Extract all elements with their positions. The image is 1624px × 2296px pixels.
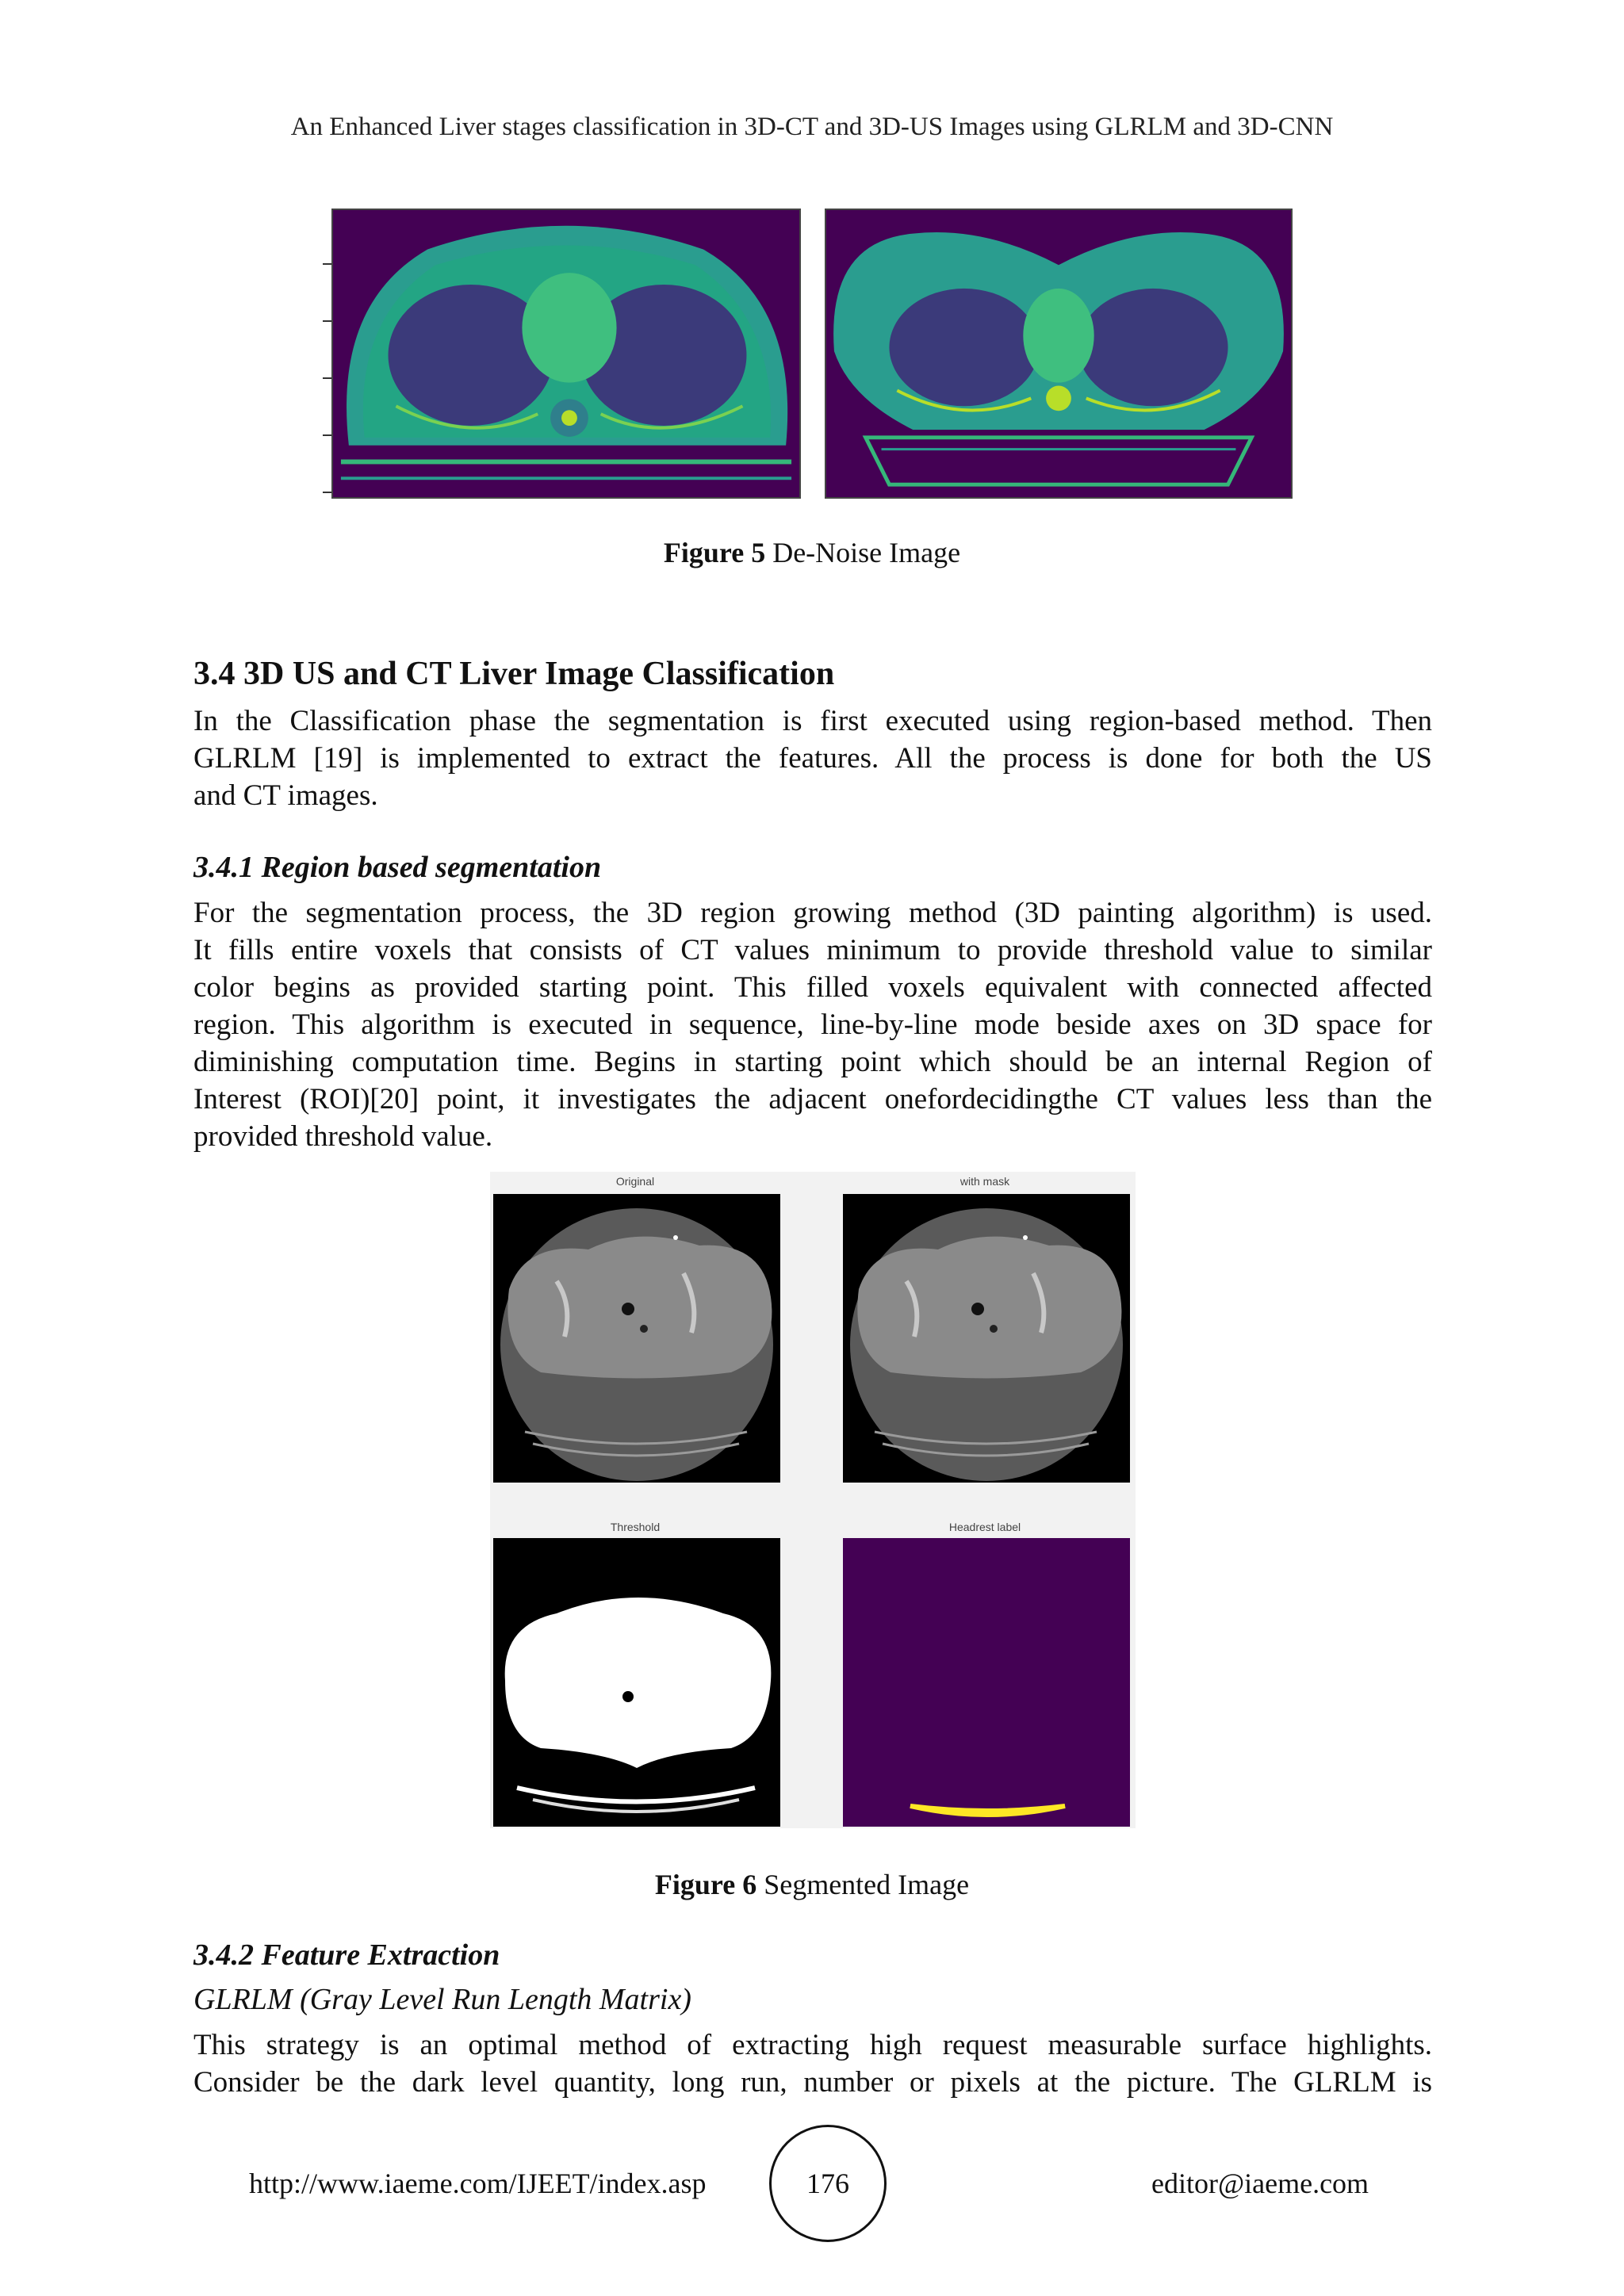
figure5-ct-slice-right (825, 209, 1293, 499)
panel-title-original: Original (615, 1175, 655, 1188)
footer-url-link[interactable]: http://www.iaeme.com/IJEET/index.asp (249, 2168, 707, 2199)
panel-headrest-label-image (843, 1538, 1130, 1827)
section-3-4-2-paragraph (193, 2026, 1432, 2101)
text-line: GLRLM [19] is implemented to extract the features. All the process is done for both the US (193, 742, 1432, 775)
text-line: Consider be the dark level quantity, long run, number or pixels at the picture. The GLRLM is (193, 2066, 1432, 2099)
page-number-text: 176 (806, 2168, 849, 2199)
panel-with-mask-image (843, 1194, 1130, 1483)
text-line: diminishing computation time. Begins in starting point which should be an internal Region of (193, 1046, 1432, 1078)
panel-threshold-image (493, 1538, 780, 1827)
panel-original-image (493, 1194, 780, 1483)
footer-email-link[interactable]: editor@iaeme.com (1151, 2168, 1369, 2199)
section-3-4-paragraph (193, 702, 1432, 814)
panel-title-headrest-label: Headrest label (948, 1521, 1021, 1533)
text-line: This strategy is an optimal method of extracting high request measurable surface highlights. (193, 2029, 1432, 2061)
figure6-image-grid (490, 1172, 1136, 1828)
glrlm-subheading: GLRLM (Gray Level Run Length Matrix) (193, 1983, 691, 2016)
running-title: An Enhanced Liver stages classification in 3D-CT and 3D-US Images using GLRLM and 3D-CNN (290, 113, 1334, 141)
figure5-caption-text: De-Noise Image (772, 537, 961, 568)
panel-title-threshold: Threshold (610, 1521, 661, 1533)
text-line: region. This algorithm is executed in sequence, line-by-line mode beside axes on 3D space for (193, 1008, 1432, 1041)
text-line: and CT images. (193, 779, 378, 812)
text-line: For the segmentation process, the 3D region growing method (3D painting algorithm) is used. (193, 897, 1432, 929)
panel-title-with-mask: with mask (959, 1175, 1010, 1188)
figure6-label: Figure 6 (654, 1869, 757, 1900)
text-line: Interest (ROI)[20] point, it investigates the adjacent onefordecidingthe CT values less than the (193, 1083, 1432, 1115)
page-number (769, 2125, 887, 2242)
section-3-4-1-paragraph (193, 894, 1432, 1155)
section-3-4-2-heading: 3.4.2 Feature Extraction (193, 1938, 500, 1972)
figure6-caption (0, 1868, 1624, 1901)
text-line: provided threshold value. (193, 1120, 493, 1153)
text-line: It fills entire voxels that consists of CT values minimum to provide threshold value to similar (193, 934, 1432, 966)
section-3-4-heading: 3.4 3D US and CT Liver Image Classification (193, 656, 835, 692)
text-line: color begins as provided starting point. This filled voxels equivalent with connected affected (193, 971, 1432, 1004)
figure5-ct-slice-left (331, 209, 801, 499)
figure6-caption-text: Segmented Image (764, 1869, 970, 1900)
text-line: In the Classification phase the segmentation is first executed using region-based method. Then (193, 705, 1432, 737)
figure5-caption (0, 536, 1624, 569)
section-3-4-1-heading: 3.4.1 Region based segmentation (193, 851, 602, 884)
figure5-label: Figure 5 (663, 537, 766, 568)
